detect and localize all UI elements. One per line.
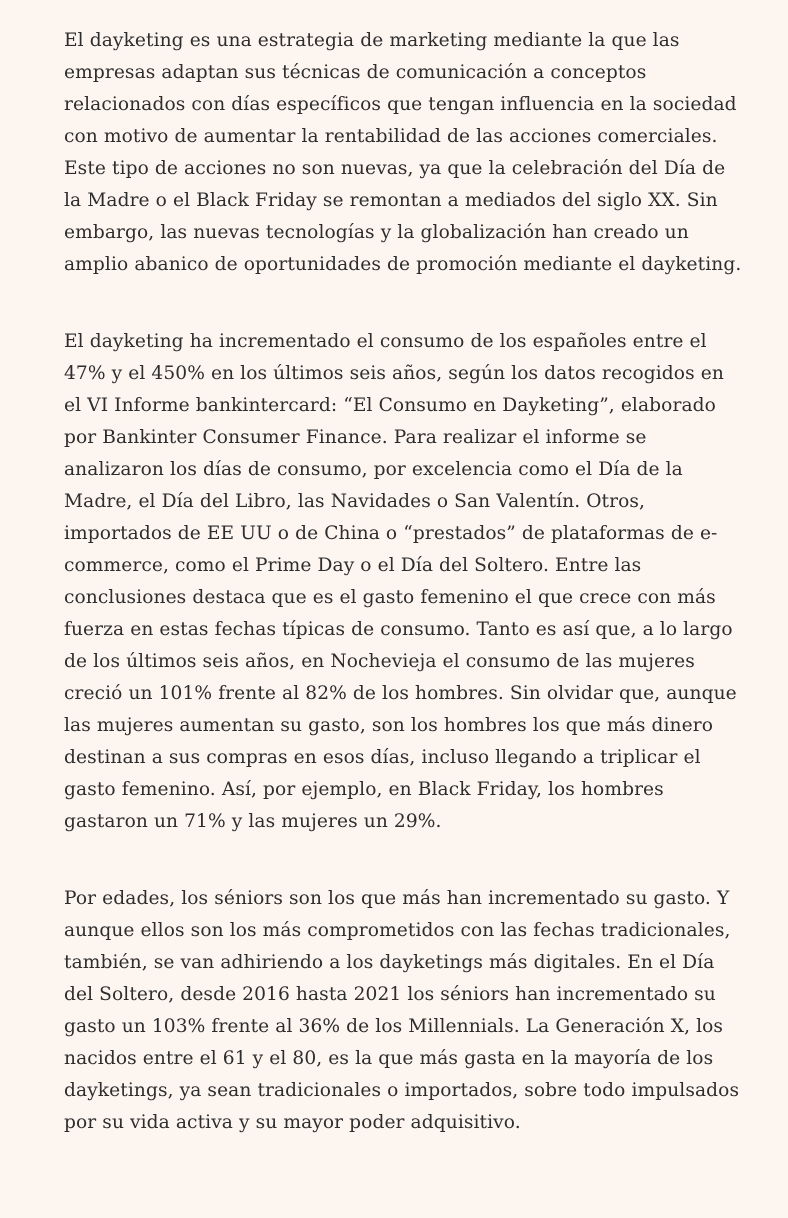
article-paragraph-2: El dayketing ha incrementado el consumo de los españoles entre el 47% y el 450% en los últimos seis años, según los datos recogidos en el VI Informe bankintercard: “El Consumo en Dayketing”, elaborado por Bankinter Consumer Finance. Para realizar el informe se analizaron los días de consumo, por excelencia como el Día de la Madre, el Día del Libro, las Navidades o San Valentín. Otros, importados de EE UU o de China o “prestados” de plataformas de e-commerce, como el Prime Day o el Día del Soltero. Entre las conclusiones destaca que es el gasto femenino el que crece con más fuerza en estas fechas típicas de consumo. Tanto es así que, a lo largo de los últimos seis años, en Nochevieja el consumo de las mujeres creció un 101% frente al 82% de los hombres. Sin olvidar que, aunque las mujeres aumentan su gasto, son los hombres los que más dinero destinan a sus compras en esos días, incluso llegando a triplicar el gasto femenino. Así, por ejemplo, en Black Friday, los hombres gastaron un 71% y las mujeres un 29%. (64, 331, 737, 832)
article-body (64, 25, 744, 1139)
article-paragraph-3: Por edades, los séniors son los que más han incrementado su gasto. Y aunque ellos son los más comprometidos con las fechas tradicionales, también, se van adhiriendo a los dayketings más digitales. En el Día del Soltero, desde 2016 hasta 2021 los séniors han incrementado su gasto un 103% frente al 36% de los Millennials. La Generación X, los nacidos entre el 61 y el 80, es la que más gasta en la mayoría de los dayketings, ya sean tradicionales o importados, sobre todo impulsados por su vida activa y su mayor poder adquisitivo. (64, 888, 740, 1133)
article-paragraph-1: El dayketing es una estrategia de marketing mediante la que las empresas adaptan sus técnicas de comunicación a conceptos relacionados con días específicos que tengan influencia en la sociedad con motivo de aumentar la rentabilidad de las acciones comerciales. Este tipo de acciones no son nuevas, ya que la celebración del Día de la Madre o el Black Friday se remontan a mediados del siglo XX. Sin embargo, las nuevas tecnologías y la globalización han creado un amplio abanico de oportunidades de promoción mediante el dayketing. (64, 30, 742, 275)
